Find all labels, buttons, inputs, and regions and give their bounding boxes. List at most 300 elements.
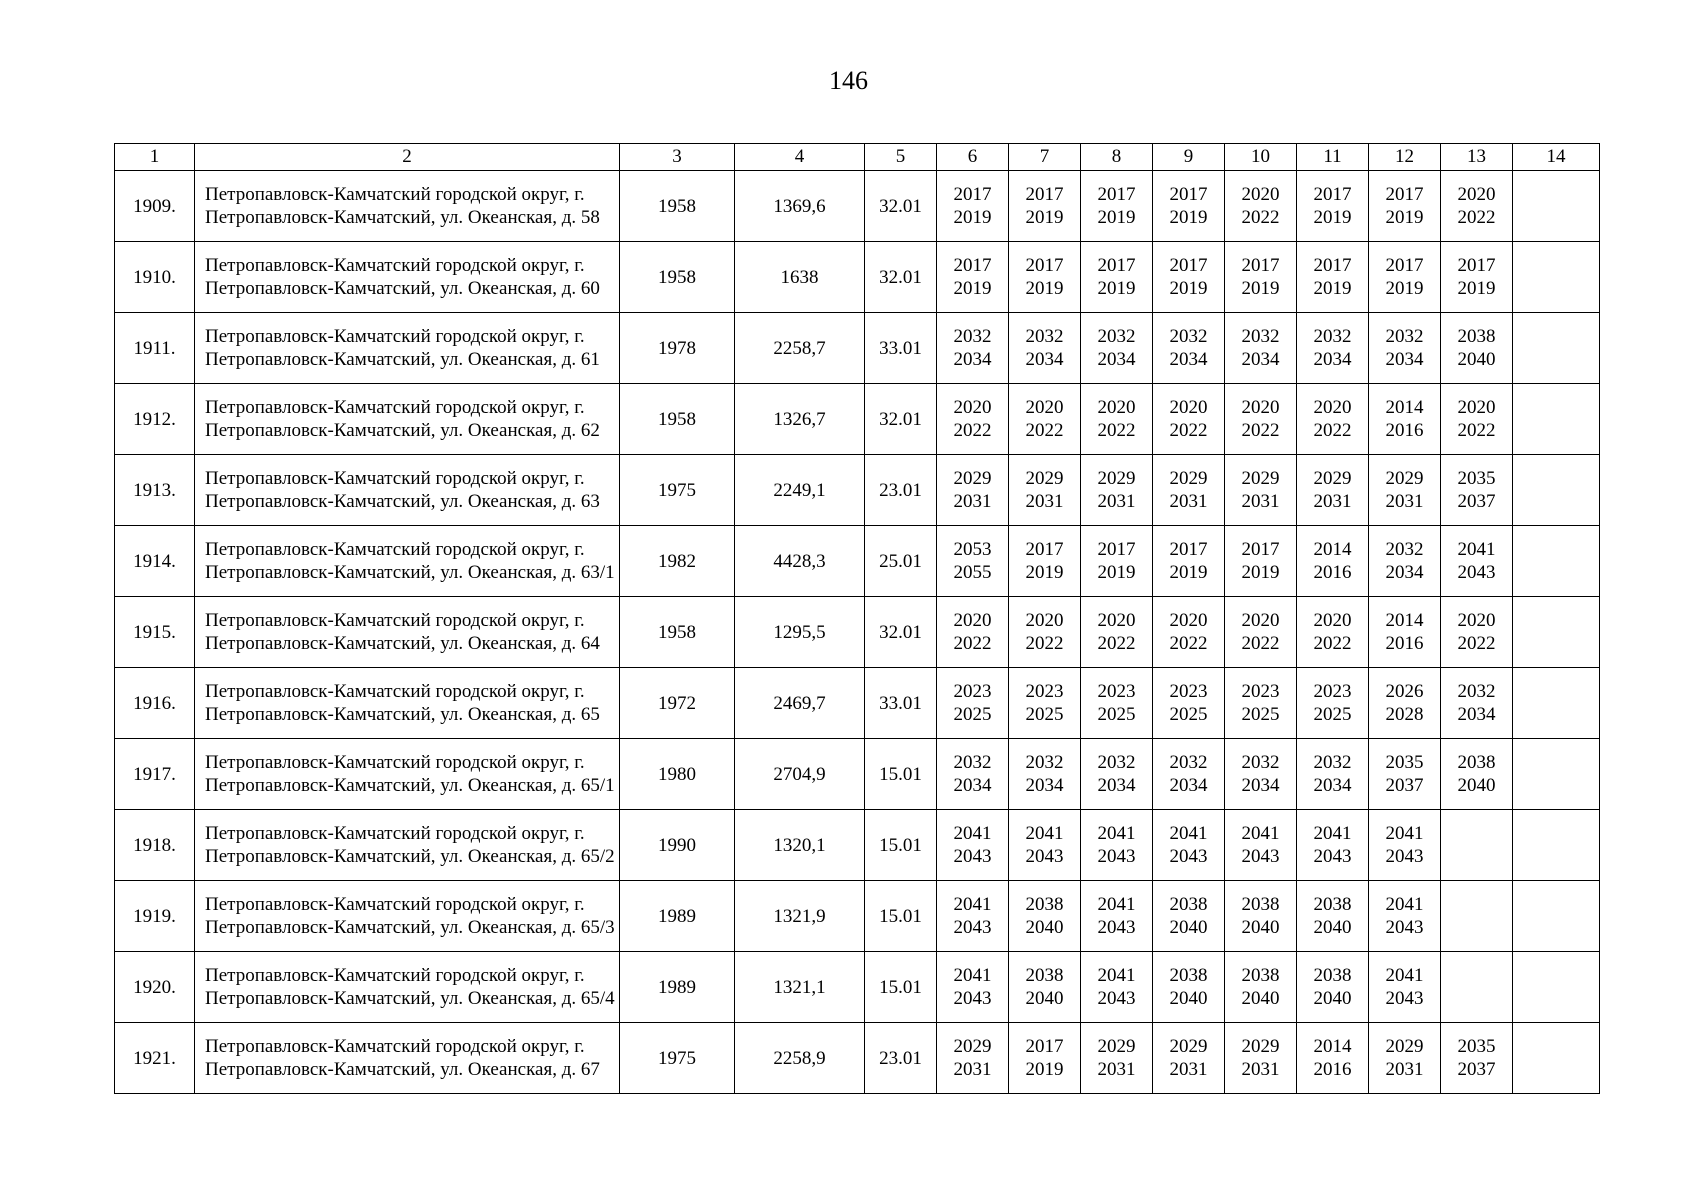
period-cell	[937, 739, 1009, 810]
period-cell	[1153, 881, 1225, 952]
period-cell	[1081, 313, 1153, 384]
code-cell: 33.01	[865, 668, 937, 739]
period-cell	[1153, 313, 1225, 384]
address-cell: Петропавловск-Камчатский городской округ, г. Петропавловск-Камчатский, ул. Океанская, д. 58	[195, 171, 620, 242]
period-end-year: 2040	[1241, 917, 1280, 938]
period-end-year: 2043	[1457, 562, 1496, 583]
period-cell	[1081, 739, 1153, 810]
period-start-year: 2032	[953, 326, 992, 347]
table-row	[115, 171, 1600, 242]
construction-year-cell: 1958	[620, 597, 735, 668]
total-area-cell: 1326,7	[735, 384, 865, 455]
code-cell: 32.01	[865, 384, 937, 455]
period-cell	[1225, 1023, 1297, 1094]
period-end-year: 2019	[1169, 562, 1208, 583]
period-end-year: 2019	[953, 207, 992, 228]
period-cell	[1297, 810, 1369, 881]
period-cell	[1153, 1023, 1225, 1094]
row-number-cell: 1918.	[115, 810, 195, 881]
column-header-14: 14	[1513, 144, 1600, 171]
period-start-year: 2014	[1385, 397, 1424, 418]
period-start-year: 2038	[1313, 894, 1352, 915]
period-start-year: 2041	[1169, 823, 1208, 844]
period-cell	[1297, 526, 1369, 597]
period-cell	[1441, 384, 1513, 455]
period-cell	[1009, 171, 1081, 242]
period-end-year: 2022	[1025, 633, 1064, 654]
period-end-year: 2019	[1385, 278, 1424, 299]
period-end-year: 2022	[953, 420, 992, 441]
period-end-year: 2031	[1313, 491, 1352, 512]
code-cell: 32.01	[865, 171, 937, 242]
period-start-year: 2017	[1169, 184, 1208, 205]
period-start-year: 2026	[1385, 681, 1424, 702]
period-cell	[1009, 1023, 1081, 1094]
period-cell	[1225, 171, 1297, 242]
code-cell: 15.01	[865, 881, 937, 952]
period-end-year: 2025	[1169, 704, 1208, 725]
period-start-year: 2020	[1169, 397, 1208, 418]
period-start-year: 2017	[1097, 255, 1136, 276]
row-number-cell: 1916.	[115, 668, 195, 739]
period-end-year: 2040	[1241, 988, 1280, 1009]
row-number-cell: 1917.	[115, 739, 195, 810]
period-cell	[1153, 242, 1225, 313]
total-area-cell: 1369,6	[735, 171, 865, 242]
row-number-cell: 1920.	[115, 952, 195, 1023]
period-end-year: 2022	[1457, 633, 1496, 654]
period-start-year: 2041	[1457, 539, 1496, 560]
row-number-cell: 1912.	[115, 384, 195, 455]
column-header-9: 9	[1153, 144, 1225, 171]
row-number-cell: 1921.	[115, 1023, 195, 1094]
period-cell	[1081, 1023, 1153, 1094]
code-cell: 32.01	[865, 242, 937, 313]
column-header-8: 8	[1081, 144, 1153, 171]
period-end-year: 2040	[1169, 988, 1208, 1009]
period-start-year: 2017	[953, 184, 992, 205]
period-end-year: 2022	[1313, 633, 1352, 654]
period-end-year: 2043	[953, 917, 992, 938]
construction-year-cell: 1972	[620, 668, 735, 739]
period-end-year: 2043	[953, 988, 992, 1009]
period-cell	[1369, 455, 1441, 526]
period-cell	[1009, 739, 1081, 810]
total-area-cell: 2249,1	[735, 455, 865, 526]
table-row	[115, 384, 1600, 455]
period-cell	[1441, 455, 1513, 526]
period-start-year: 2038	[1457, 326, 1496, 347]
period-cell	[1225, 455, 1297, 526]
period-end-year: 2034	[1097, 349, 1136, 370]
period-end-year: 2022	[1097, 420, 1136, 441]
period-start-year: 2017	[1025, 539, 1064, 560]
row-number-cell: 1910.	[115, 242, 195, 313]
period-start-year: 2017	[1241, 255, 1280, 276]
period-cell	[1297, 881, 1369, 952]
period-end-year: 2031	[1169, 491, 1208, 512]
period-start-year: 2023	[953, 681, 992, 702]
period-cell	[1441, 1023, 1513, 1094]
period-start-year: 2017	[1097, 539, 1136, 560]
code-cell: 32.01	[865, 597, 937, 668]
period-cell	[1225, 810, 1297, 881]
period-cell	[1009, 952, 1081, 1023]
period-end-year: 2031	[1385, 1059, 1424, 1080]
construction-year-cell: 1980	[620, 739, 735, 810]
period-cell	[937, 597, 1009, 668]
period-start-year: 2029	[1025, 468, 1064, 489]
period-end-year: 2016	[1385, 633, 1424, 654]
period-start-year: 2029	[1169, 1036, 1208, 1057]
period-end-year: 2034	[1169, 349, 1208, 370]
period-start-year: 2017	[1025, 184, 1064, 205]
period-end-year: 2022	[1241, 633, 1280, 654]
period-end-year: 2043	[1385, 917, 1424, 938]
code-cell: 15.01	[865, 810, 937, 881]
period-cell	[1153, 455, 1225, 526]
period-end-year: 2019	[1169, 278, 1208, 299]
table-body	[115, 171, 1600, 1094]
period-cell	[1225, 384, 1297, 455]
period-start-year: 2029	[1097, 468, 1136, 489]
period-cell	[1153, 526, 1225, 597]
period-cell	[1441, 810, 1513, 881]
table-row	[115, 526, 1600, 597]
period-start-year: 2020	[1313, 610, 1352, 631]
period-cell	[937, 384, 1009, 455]
period-start-year: 2020	[1457, 184, 1496, 205]
period-end-year: 2019	[1025, 1059, 1064, 1080]
table-row	[115, 952, 1600, 1023]
period-end-year: 2022	[1169, 633, 1208, 654]
period-start-year: 2017	[1097, 184, 1136, 205]
period-start-year: 2041	[1097, 965, 1136, 986]
period-start-year: 2041	[953, 823, 992, 844]
period-end-year: 2022	[1457, 207, 1496, 228]
column-14-cell	[1513, 881, 1600, 952]
period-start-year: 2017	[1241, 539, 1280, 560]
period-start-year: 2041	[953, 965, 992, 986]
period-cell	[1297, 171, 1369, 242]
period-cell	[1369, 739, 1441, 810]
page-number: 146	[829, 66, 868, 95]
period-cell	[1441, 952, 1513, 1023]
period-end-year: 2037	[1457, 1059, 1496, 1080]
period-start-year: 2020	[1457, 397, 1496, 418]
period-end-year: 2040	[1313, 917, 1352, 938]
period-start-year: 2029	[953, 1036, 992, 1057]
period-cell	[1369, 668, 1441, 739]
period-start-year: 2041	[1385, 894, 1424, 915]
period-end-year: 2022	[1313, 420, 1352, 441]
period-cell	[1225, 952, 1297, 1023]
total-area-cell: 2258,7	[735, 313, 865, 384]
column-14-cell	[1513, 668, 1600, 739]
period-start-year: 2020	[953, 397, 992, 418]
period-cell	[1297, 668, 1369, 739]
period-cell	[1369, 1023, 1441, 1094]
period-end-year: 2034	[953, 775, 992, 796]
column-header-11: 11	[1297, 144, 1369, 171]
period-cell	[1009, 455, 1081, 526]
period-cell	[1009, 384, 1081, 455]
period-start-year: 2029	[1169, 468, 1208, 489]
period-start-year: 2020	[1025, 397, 1064, 418]
period-cell	[937, 455, 1009, 526]
period-end-year: 2019	[1097, 207, 1136, 228]
period-end-year: 2034	[1241, 775, 1280, 796]
period-start-year: 2029	[1241, 468, 1280, 489]
period-end-year: 2037	[1385, 775, 1424, 796]
period-start-year: 2023	[1097, 681, 1136, 702]
period-end-year: 2043	[1097, 917, 1136, 938]
total-area-cell: 1321,9	[735, 881, 865, 952]
header-row	[115, 144, 1600, 171]
period-start-year: 2041	[1241, 823, 1280, 844]
period-start-year: 2020	[1025, 610, 1064, 631]
period-start-year: 2017	[1313, 184, 1352, 205]
column-header-5: 5	[865, 144, 937, 171]
period-cell	[1225, 881, 1297, 952]
period-cell	[937, 171, 1009, 242]
address-cell: Петропавловск-Камчатский городской округ, г. Петропавловск-Камчатский, ул. Океанская, д. 65/1	[195, 739, 620, 810]
period-start-year: 2017	[1385, 184, 1424, 205]
period-cell	[937, 242, 1009, 313]
period-start-year: 2017	[1385, 255, 1424, 276]
table-header	[115, 144, 1600, 171]
period-end-year: 2019	[1313, 207, 1352, 228]
period-start-year: 2017	[1025, 1036, 1064, 1057]
period-end-year: 2022	[1169, 420, 1208, 441]
period-end-year: 2031	[1385, 491, 1424, 512]
period-cell	[1369, 313, 1441, 384]
period-cell	[1369, 952, 1441, 1023]
total-area-cell: 1638	[735, 242, 865, 313]
period-cell	[1441, 313, 1513, 384]
period-start-year: 2023	[1025, 681, 1064, 702]
address-cell: Петропавловск-Камчатский городской округ, г. Петропавловск-Камчатский, ул. Океанская, д. 67	[195, 1023, 620, 1094]
period-cell	[937, 881, 1009, 952]
period-start-year: 2023	[1169, 681, 1208, 702]
period-cell	[937, 668, 1009, 739]
period-start-year: 2020	[1241, 397, 1280, 418]
period-end-year: 2019	[1025, 562, 1064, 583]
period-end-year: 2040	[1457, 775, 1496, 796]
period-end-year: 2043	[1241, 846, 1280, 867]
housing-registry-table	[114, 143, 1600, 1094]
table-row	[115, 313, 1600, 384]
period-end-year: 2031	[1241, 1059, 1280, 1080]
period-end-year: 2016	[1313, 562, 1352, 583]
period-cell	[937, 1023, 1009, 1094]
period-end-year: 2034	[1025, 775, 1064, 796]
period-end-year: 2043	[1097, 988, 1136, 1009]
column-14-cell	[1513, 242, 1600, 313]
period-end-year: 2043	[1385, 846, 1424, 867]
period-end-year: 2043	[1097, 846, 1136, 867]
period-cell	[1153, 597, 1225, 668]
period-start-year: 2038	[1241, 965, 1280, 986]
period-end-year: 2019	[1025, 207, 1064, 228]
column-14-cell	[1513, 171, 1600, 242]
construction-year-cell: 1975	[620, 1023, 735, 1094]
period-end-year: 2025	[1313, 704, 1352, 725]
period-cell	[1297, 1023, 1369, 1094]
period-cell	[1441, 597, 1513, 668]
period-start-year: 2023	[1313, 681, 1352, 702]
period-cell	[1297, 597, 1369, 668]
period-end-year: 2016	[1385, 420, 1424, 441]
period-cell	[1297, 739, 1369, 810]
period-end-year: 2043	[1385, 988, 1424, 1009]
code-cell: 23.01	[865, 455, 937, 526]
construction-year-cell: 1978	[620, 313, 735, 384]
period-end-year: 2019	[1313, 278, 1352, 299]
period-start-year: 2038	[1169, 894, 1208, 915]
row-number-cell: 1913.	[115, 455, 195, 526]
code-cell: 15.01	[865, 952, 937, 1023]
period-end-year: 2034	[1169, 775, 1208, 796]
column-header-2: 2	[195, 144, 620, 171]
period-cell	[1009, 313, 1081, 384]
address-cell: Петропавловск-Камчатский городской округ, г. Петропавловск-Камчатский, ул. Океанская, д. 63	[195, 455, 620, 526]
period-start-year: 2032	[1385, 539, 1424, 560]
period-start-year: 2032	[1097, 326, 1136, 347]
row-number-cell: 1915.	[115, 597, 195, 668]
period-cell	[937, 526, 1009, 597]
period-end-year: 2031	[1241, 491, 1280, 512]
construction-year-cell: 1989	[620, 952, 735, 1023]
period-start-year: 2035	[1457, 1036, 1496, 1057]
address-cell: Петропавловск-Камчатский городской округ, г. Петропавловск-Камчатский, ул. Океанская, д. 65/4	[195, 952, 620, 1023]
total-area-cell: 2469,7	[735, 668, 865, 739]
period-end-year: 2019	[1457, 278, 1496, 299]
period-end-year: 2019	[1097, 562, 1136, 583]
period-start-year: 2053	[953, 539, 992, 560]
period-cell	[1369, 384, 1441, 455]
table-row	[115, 810, 1600, 881]
period-cell	[1369, 810, 1441, 881]
period-cell	[1441, 171, 1513, 242]
period-cell	[1225, 739, 1297, 810]
period-start-year: 2020	[1097, 610, 1136, 631]
table-row	[115, 881, 1600, 952]
period-end-year: 2028	[1385, 704, 1424, 725]
period-cell	[1081, 171, 1153, 242]
period-cell	[1225, 526, 1297, 597]
address-cell: Петропавловск-Камчатский городской округ, г. Петропавловск-Камчатский, ул. Океанская, д. 61	[195, 313, 620, 384]
column-header-6: 6	[937, 144, 1009, 171]
period-cell	[1153, 952, 1225, 1023]
period-end-year: 2040	[1025, 988, 1064, 1009]
column-14-cell	[1513, 597, 1600, 668]
period-cell	[1297, 313, 1369, 384]
construction-year-cell: 1989	[620, 881, 735, 952]
column-14-cell	[1513, 313, 1600, 384]
period-start-year: 2020	[953, 610, 992, 631]
period-cell	[1297, 242, 1369, 313]
period-cell	[1081, 384, 1153, 455]
period-end-year: 2031	[1097, 491, 1136, 512]
period-cell	[1225, 597, 1297, 668]
period-end-year: 2034	[1097, 775, 1136, 796]
row-number-cell: 1919.	[115, 881, 195, 952]
period-cell	[1297, 952, 1369, 1023]
period-start-year: 2032	[1025, 326, 1064, 347]
period-start-year: 2014	[1385, 610, 1424, 631]
period-start-year: 2020	[1241, 610, 1280, 631]
period-end-year: 2019	[1241, 562, 1280, 583]
period-start-year: 2029	[953, 468, 992, 489]
period-cell	[1081, 952, 1153, 1023]
period-cell	[1441, 526, 1513, 597]
address-cell: Петропавловск-Камчатский городской округ, г. Петропавловск-Камчатский, ул. Океанская, д. 62	[195, 384, 620, 455]
period-end-year: 2019	[953, 278, 992, 299]
period-cell	[1153, 810, 1225, 881]
period-end-year: 2040	[1313, 988, 1352, 1009]
period-cell	[1009, 526, 1081, 597]
period-end-year: 2034	[1313, 349, 1352, 370]
period-start-year: 2014	[1313, 539, 1352, 560]
total-area-cell: 2258,9	[735, 1023, 865, 1094]
period-cell	[1225, 313, 1297, 384]
period-start-year: 2029	[1241, 1036, 1280, 1057]
period-start-year: 2029	[1385, 468, 1424, 489]
column-header-4: 4	[735, 144, 865, 171]
period-start-year: 2017	[1313, 255, 1352, 276]
period-start-year: 2038	[1241, 894, 1280, 915]
period-end-year: 2034	[1457, 704, 1496, 725]
period-cell	[1441, 739, 1513, 810]
table-row	[115, 242, 1600, 313]
column-header-12: 12	[1369, 144, 1441, 171]
period-cell	[1297, 384, 1369, 455]
period-start-year: 2020	[1241, 184, 1280, 205]
period-start-year: 2020	[1313, 397, 1352, 418]
period-cell	[1369, 526, 1441, 597]
column-14-cell	[1513, 810, 1600, 881]
construction-year-cell: 1975	[620, 455, 735, 526]
table-row	[115, 597, 1600, 668]
period-end-year: 2019	[1025, 278, 1064, 299]
period-end-year: 2031	[1025, 491, 1064, 512]
period-cell	[1009, 242, 1081, 313]
period-start-year: 2038	[1169, 965, 1208, 986]
construction-year-cell: 1982	[620, 526, 735, 597]
period-cell	[1081, 810, 1153, 881]
column-14-cell	[1513, 1023, 1600, 1094]
total-area-cell: 1320,1	[735, 810, 865, 881]
column-header-3: 3	[620, 144, 735, 171]
period-start-year: 2032	[1385, 326, 1424, 347]
total-area-cell: 4428,3	[735, 526, 865, 597]
period-end-year: 2055	[953, 562, 992, 583]
column-14-cell	[1513, 384, 1600, 455]
period-end-year: 2025	[1241, 704, 1280, 725]
period-cell	[1369, 881, 1441, 952]
period-cell	[1009, 810, 1081, 881]
period-cell	[1441, 881, 1513, 952]
period-end-year: 2043	[1169, 846, 1208, 867]
period-end-year: 2022	[1241, 207, 1280, 228]
period-start-year: 2029	[1385, 1036, 1424, 1057]
period-start-year: 2023	[1241, 681, 1280, 702]
column-14-cell	[1513, 739, 1600, 810]
period-start-year: 2038	[1313, 965, 1352, 986]
period-end-year: 2040	[1457, 349, 1496, 370]
period-end-year: 2034	[1025, 349, 1064, 370]
